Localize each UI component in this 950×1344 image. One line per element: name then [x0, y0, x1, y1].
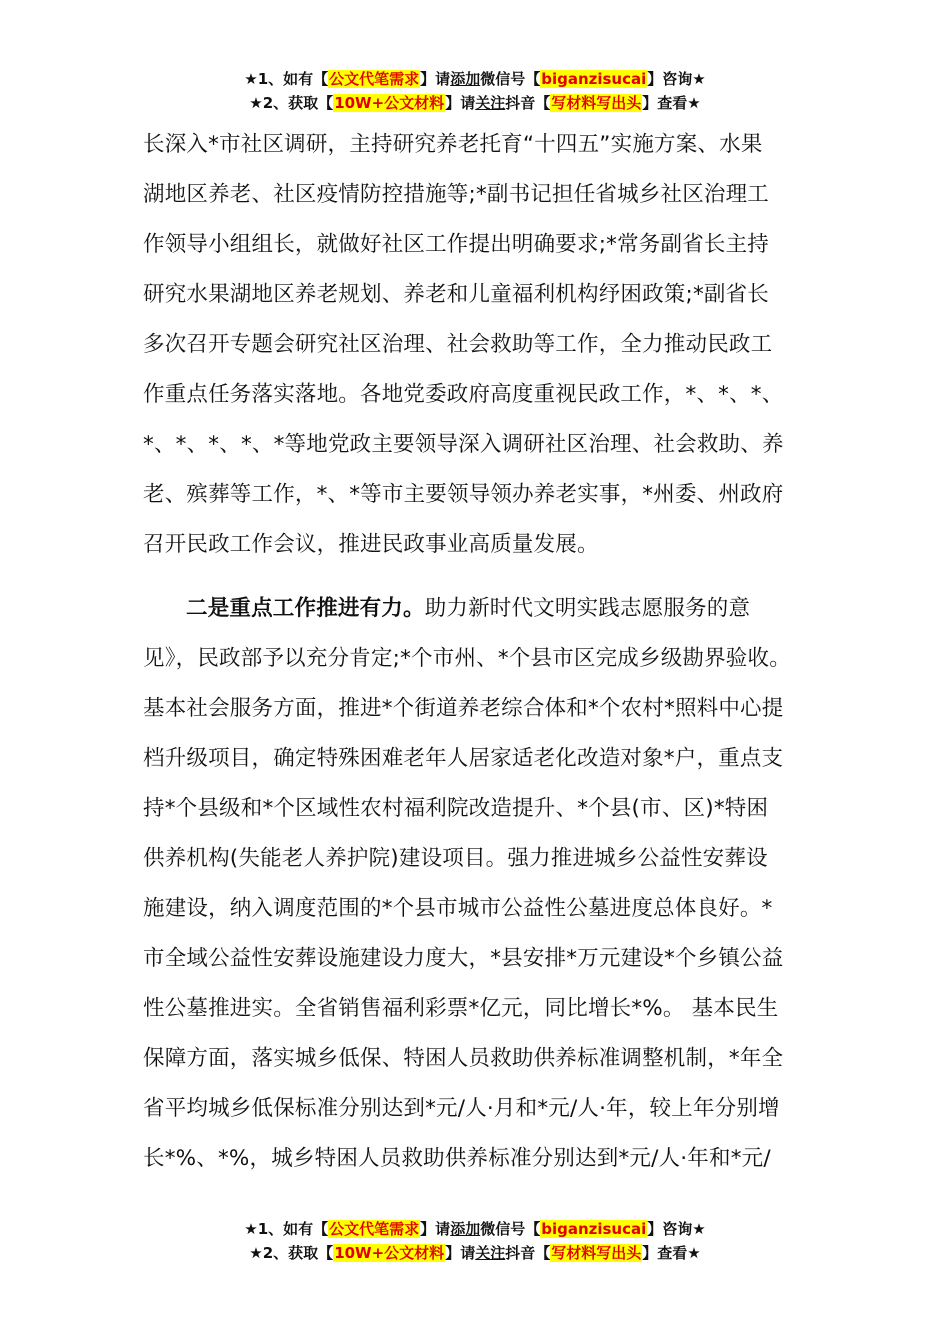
banner-text: 】咨询★	[647, 1220, 706, 1238]
underlined-word: 关注	[475, 94, 506, 112]
highlight-materials: 10W+公文材料	[334, 94, 445, 112]
text-line: 持*个县级和*个区域性农村福利院改造提升、*个县(市、区)*特困	[143, 796, 769, 821]
text-line: 市全域公益性安葬设施建设力度大，*县安排*万元建设*个乡镇公益	[143, 946, 784, 971]
section-heading: 二是重点工作推进有力。	[186, 596, 425, 621]
banner-text: ★2、获取【	[249, 1244, 334, 1262]
banner-text: 抖音【	[505, 94, 551, 112]
highlight-wechat-id: biganzisucai	[541, 1220, 647, 1238]
text-line: 长深入*市社区调研，主持研究养老托育“十四五”实施方案、水果	[143, 132, 763, 157]
banner-text: ★1、如有【	[244, 1220, 329, 1238]
underlined-word: 添加	[450, 1220, 481, 1238]
text-line: 长*%、*%，城乡特困人员救助供养标准分别达到*元/人·年和*元/	[143, 1146, 771, 1171]
banner-text: ★1、如有【	[244, 70, 329, 88]
text-line: 作领导小组组长，就做好社区工作提出明确要求;*常务副省长主持	[143, 232, 769, 257]
banner-text: 】请	[420, 1220, 451, 1238]
text-line: 性公墓推进实。全省销售福利彩票*亿元，同比增长*%。 基本民生	[143, 996, 779, 1021]
text-line: 档升级项目，确定特殊困难老年人居家适老化改造对象*户，重点支	[143, 746, 784, 771]
footer-banner	[0, 1218, 950, 1266]
document-body	[143, 120, 815, 1184]
header-banner	[0, 68, 950, 116]
text-line: 召开民政工作会议，推进民政事业高质量发展。	[143, 532, 599, 557]
highlight-wechat-id: biganzisucai	[541, 70, 647, 88]
banner-text: 】查看★	[642, 1244, 701, 1262]
banner-text: ★2、获取【	[249, 94, 334, 112]
banner-line-1	[0, 1218, 950, 1242]
banner-text: 】请	[420, 70, 451, 88]
highlight-douyin-account: 写材料写出头	[551, 1244, 642, 1262]
text-line: 湖地区养老、社区疫情防控措施等;*副书记担任省城乡社区治理工	[143, 182, 769, 207]
banner-line-1	[0, 68, 950, 92]
underlined-word: 关注	[475, 1244, 506, 1262]
banner-text: 】查看★	[642, 94, 701, 112]
highlight-service: 公文代笔需求	[329, 1220, 420, 1238]
text-run: 助力新时代文明实践志愿服务的意	[424, 596, 751, 621]
text-line: 省平均城乡低保标准分别达到*元/人·月和*元/人·年，较上年分别增	[143, 1096, 780, 1121]
banner-text: 微信号【	[480, 1220, 541, 1238]
text-line: 保障方面，落实城乡低保、特困人员救助供养标准调整机制，*年全	[143, 1046, 784, 1071]
banner-text: 】请	[445, 1244, 476, 1262]
banner-line-2	[0, 92, 950, 116]
text-line: 多次召开专题会研究社区治理、社会救助等工作，全力推动民政工	[143, 332, 773, 357]
text-line: 老、殡葬等工作，*、*等市主要领导领办养老实事，*州委、州政府	[143, 482, 784, 507]
highlight-service: 公文代笔需求	[329, 70, 420, 88]
text-line: 研究水果湖地区养老规划、养老和儿童福利机构纾困政策;*副省长	[143, 282, 769, 307]
paragraph-1	[143, 120, 815, 570]
banner-text: 】咨询★	[647, 70, 706, 88]
banner-text: 抖音【	[505, 1244, 551, 1262]
text-line: 作重点任务落实落地。各地党委政府高度重视民政工作，*、*、*、	[143, 382, 784, 407]
banner-text: 微信号【	[480, 70, 541, 88]
text-line: 施建设，纳入调度范围的*个县市城市公益性公墓进度总体良好。*	[143, 896, 773, 921]
text-line: *、*、*、*、*等地党政主要领导深入调研社区治理、社会救助、养	[143, 432, 784, 457]
underlined-word: 添加	[450, 70, 481, 88]
text-line: 见》，民政部予以充分肯定;*个市州、*个县市区完成乡级勘界验收。	[143, 646, 791, 671]
banner-text: 】请	[445, 94, 476, 112]
paragraph-2	[143, 584, 815, 1184]
text-line: 基本社会服务方面，推进*个街道养老综合体和*个农村*照料中心提	[143, 696, 784, 721]
banner-line-2	[0, 1242, 950, 1266]
highlight-materials: 10W+公文材料	[334, 1244, 445, 1262]
text-line-first	[143, 584, 815, 634]
highlight-douyin-account: 写材料写出头	[551, 94, 642, 112]
text-line: 供养机构(失能老人养护院)建设项目。强力推进城乡公益性安葬设	[143, 846, 768, 871]
